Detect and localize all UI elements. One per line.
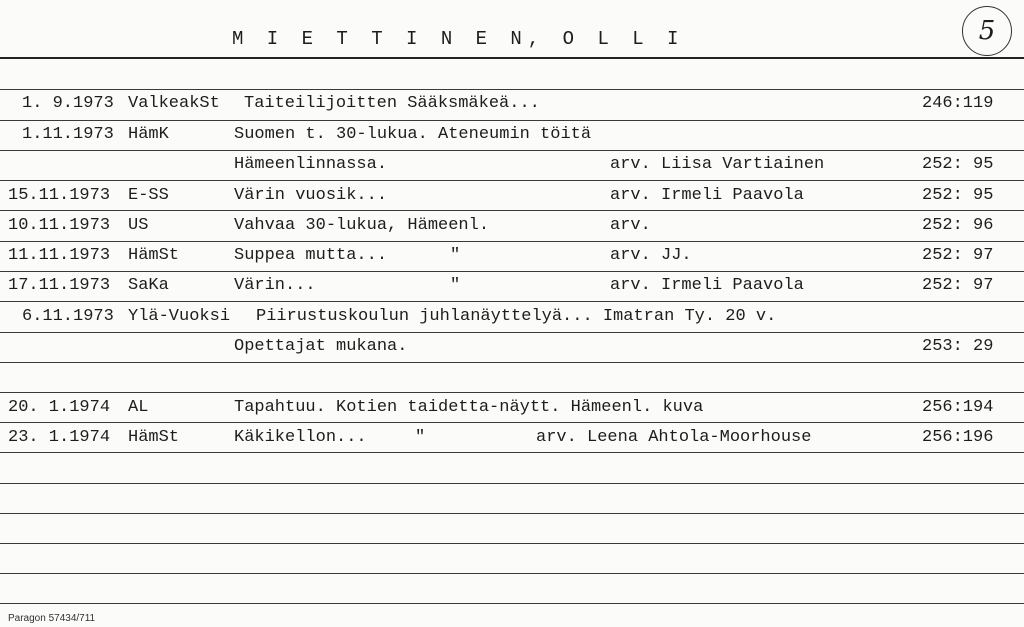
entry-date: 10.11.1973 xyxy=(8,216,111,235)
rule-line xyxy=(0,180,1024,181)
entry-ditto: " xyxy=(450,246,461,265)
rule-line xyxy=(0,362,1024,363)
rule-line xyxy=(0,422,1024,423)
rule-line xyxy=(0,452,1024,453)
entry-ref: 246:119 xyxy=(922,94,994,113)
entry-source: ValkeakSt xyxy=(128,94,220,113)
entry-critic: arv. Irmeli Paavola xyxy=(610,276,804,295)
entry-ref: 253: 29 xyxy=(922,337,994,356)
entry-critic: arv. Liisa Vartiainen xyxy=(610,155,825,174)
entry-ref: 252: 95 xyxy=(922,186,994,205)
entry-text: Opettajat mukana. xyxy=(234,337,408,356)
entry-date: 20. 1.1974 xyxy=(8,398,111,417)
entry-ref: 252: 97 xyxy=(922,246,994,265)
rule-line xyxy=(0,392,1024,393)
entry-date: 15.11.1973 xyxy=(8,186,111,205)
rule-line xyxy=(0,210,1024,211)
entry-date: 11.11.1973 xyxy=(8,246,111,265)
entry-critic: arv. Irmeli Paavola xyxy=(610,186,804,205)
entry-ref: 252: 97 xyxy=(922,276,994,295)
entry-date: 1. 9.1973 xyxy=(22,94,114,113)
entry-critic: arv. xyxy=(610,216,651,235)
entry-date: 17.11.1973 xyxy=(8,276,111,295)
entry-text: Värin vuosik... xyxy=(234,186,388,205)
entry-source: US xyxy=(128,216,149,235)
entry-critic: arv. Leena Ahtola-Moorhouse xyxy=(536,428,812,447)
entry-source: HämK xyxy=(128,125,169,144)
entry-date: 23. 1.1974 xyxy=(8,428,111,447)
rule-line xyxy=(0,150,1024,151)
rule-line xyxy=(0,271,1024,272)
entry-text: Suppea mutta... xyxy=(234,246,388,265)
rule-line xyxy=(0,483,1024,484)
entry-ditto: " xyxy=(450,276,461,295)
entry-source: HämSt xyxy=(128,246,180,265)
entry-text: Värin... xyxy=(234,276,316,295)
rule-line xyxy=(0,573,1024,574)
entry-text: Suomen t. 30-lukua. Ateneumin töitä xyxy=(234,125,592,144)
entry-ref: 256:194 xyxy=(922,398,994,417)
rule-line xyxy=(0,120,1024,121)
card-number: 5 xyxy=(978,16,996,46)
header-rule xyxy=(0,57,1024,59)
entry-ditto: " xyxy=(415,428,426,447)
entry-text: Piirustuskoulun juhlanäyttelyä... Imatran Ty. 20 v. xyxy=(256,307,777,326)
entry-source: Ylä-Vuoksi xyxy=(128,307,231,326)
entry-critic: arv. JJ. xyxy=(610,246,692,265)
rule-line xyxy=(0,241,1024,242)
printer-mark: Paragon 57434/711 xyxy=(8,613,96,624)
rule-line xyxy=(0,332,1024,333)
entry-source: SaKa xyxy=(128,276,169,295)
entry-source: HämSt xyxy=(128,428,180,447)
rule-line xyxy=(0,89,1024,90)
entry-text: Vahvaa 30-lukua, Hämeenl. xyxy=(234,216,490,235)
entry-date: 1.11.1973 xyxy=(22,125,114,144)
entry-source: AL xyxy=(128,398,149,417)
rule-line xyxy=(0,513,1024,514)
rule-line xyxy=(0,543,1024,544)
entry-ref: 256:196 xyxy=(922,428,994,447)
rule-line xyxy=(0,301,1024,302)
rule-line xyxy=(0,603,1024,604)
entry-text: Hämeenlinnassa. xyxy=(234,155,388,174)
card-number-circle xyxy=(962,6,1012,56)
entry-ref: 252: 95 xyxy=(922,155,994,174)
card-title: M I E T T I N E N, O L L I xyxy=(232,28,685,50)
entry-date: 6.11.1973 xyxy=(22,307,114,326)
entry-text: Käkikellon... xyxy=(234,428,367,447)
entry-source: E-SS xyxy=(128,186,169,205)
entry-text: Taiteilijoitten Sääksmäkeä... xyxy=(244,94,540,113)
entry-text: Tapahtuu. Kotien taidetta-näytt. Hämeenl. kuva xyxy=(234,398,704,417)
entry-ref: 252: 96 xyxy=(922,216,994,235)
